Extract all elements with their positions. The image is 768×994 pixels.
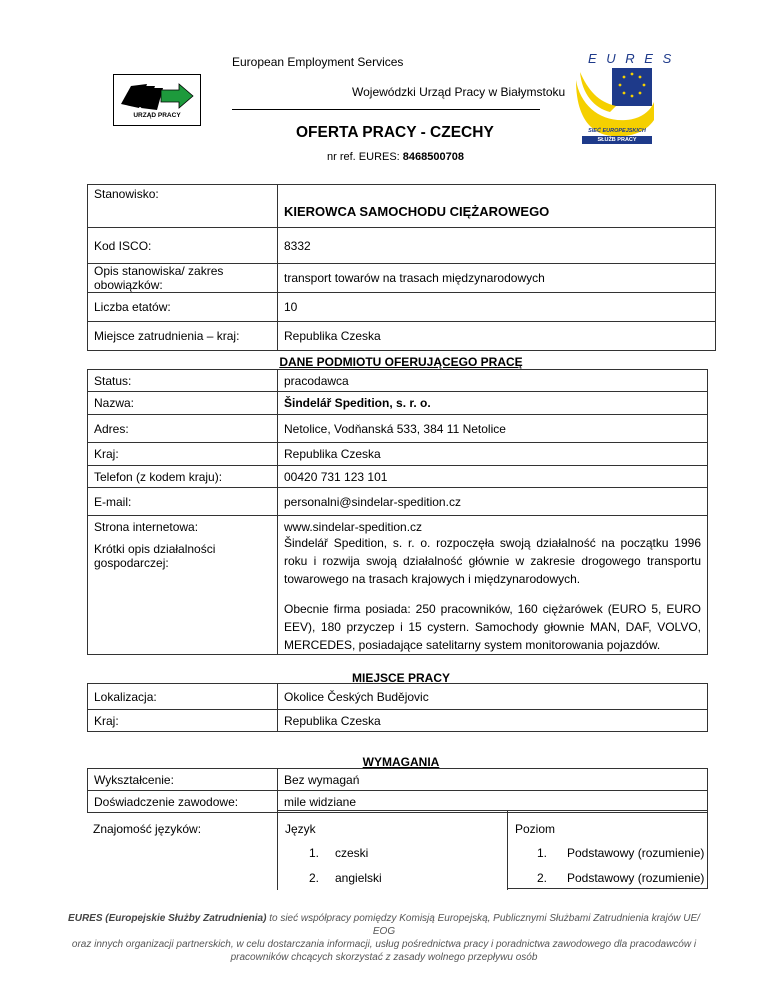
location-value: Okolice Českých Budějovic: [278, 684, 708, 710]
education-value: Bez wymagań: [278, 769, 708, 791]
header-rule: [232, 109, 540, 110]
logo-text: URZĄD PRACY: [133, 112, 181, 119]
status-value: pracodawca: [278, 370, 708, 392]
footer-bold: EURES (Europejskie Służby Zatrudnienia): [68, 913, 267, 924]
count-label: Liczba etatów:: [88, 293, 278, 322]
workplace-country-value: Republika Czeska: [278, 710, 708, 732]
eures-sub1: SIEĆ EUROPEJSKICH: [588, 128, 646, 134]
workplace-section-title: MIEJSCE PRACY: [351, 671, 451, 685]
requirements-table: [87, 768, 708, 813]
web-label: Strona internetowa:: [88, 516, 278, 535]
level-2-value: Podstawowy (rozumienie): [567, 871, 705, 885]
employer-section-title: DANE PODMIOTU OFERUJĄCEGO PRACĘ: [279, 355, 523, 369]
languages-label: Znajomość języków:: [93, 822, 202, 836]
reference-number: [327, 151, 464, 163]
language-2-name: angielski: [335, 871, 382, 885]
languages-left-border: [277, 810, 278, 890]
level-1-value: Podstawowy (rozumienie): [567, 846, 705, 860]
urzad-pracy-logo: [113, 74, 201, 126]
email-value: personalni@sindelar-spedition.cz: [278, 488, 708, 516]
language-1-name: czeski: [335, 846, 369, 860]
phone-label: Telefon (z kodem kraju):: [88, 466, 278, 488]
page-title: OFERTA PRACY - CZECHY: [296, 124, 494, 141]
language-col-header: Język: [285, 822, 316, 836]
footer-line-1: to sieć współpracy pomiędzy Komisją Europejską, Publicznymi Służbami Zatrudnienia krajów UE/ EOG: [266, 913, 700, 937]
name-label: Nazwa:: [88, 392, 278, 415]
level-2-num: 2.: [537, 871, 548, 885]
phone-value: 00420 731 123 101: [278, 466, 708, 488]
isco-value: 8332: [278, 228, 716, 264]
isco-label: Kod ISCO:: [88, 228, 278, 264]
eures-logo: [570, 50, 675, 150]
ref-value: 8468500708: [402, 151, 464, 163]
education-label: Wykształcenie:: [88, 769, 278, 791]
experience-label: Doświadczenie zawodowe:: [88, 791, 278, 813]
position-value: KIEROWCA SAMOCHODU CIĘŻAROWEGO: [278, 185, 716, 228]
name-value: Šindelář Spedition, s. r. o.: [278, 392, 708, 415]
footer-note: [60, 912, 708, 964]
employer-table: [87, 369, 708, 655]
level-col-header: Poziom: [515, 822, 556, 836]
office-name: Wojewódzki Urząd Pracy w Białymstoku: [352, 85, 566, 99]
workplace-country-label: Kraj:: [88, 710, 278, 732]
activity-paragraph-2: Obecnie firma posiada: 250 pracowników, 160 ciężarówek (EURO 5, EURO EEV), 180 przyczep i 15 cystern. Samochody głownie MAN, DAF, VOLVO, MERCEDES, posiadające satelitarny system monitorowania pojazdów.: [284, 602, 701, 652]
activity-cell: [278, 534, 708, 655]
activity-label: Krótki opis działalności gospodarczej:: [88, 534, 278, 655]
footer-line-3: pracowników chcących skorzystać z zasady wolnego przepływu osób: [230, 952, 538, 963]
status-label: Status:: [88, 370, 278, 392]
position-label: Stanowisko:: [88, 185, 278, 228]
country-value: Republika Czeska: [278, 443, 708, 466]
language-1-num: 1.: [309, 846, 320, 860]
location-label: Lokalizacja:: [88, 684, 278, 710]
address-value: Netolice, Vodňanská 533, 384 11 Netolice: [278, 415, 708, 443]
place-value: Republika Czeska: [278, 322, 716, 351]
languages-table: [277, 810, 707, 890]
footer-line-2: oraz innych organizacji partnerskich, w celu dostarczania informacji, usług pośrednictwa pracy i poradnictwa zawodowego dla pracodawców i: [71, 939, 697, 950]
level-1-num: 1.: [537, 846, 548, 860]
activity-paragraph-1: Šindelář Spedition, s. r. o. rozpoczęła swoją działalność na początku 1996 roku i rozwija swoją działalność głównie w zakresie drogowego transportu towarowego na trasach krajowych i międzynarodowych.: [284, 536, 701, 586]
eures-sub2: SŁUŻB PRACY: [582, 136, 652, 144]
workplace-table: [87, 683, 708, 732]
count-value: 10: [278, 293, 716, 322]
org-name: European Employment Services: [232, 55, 404, 69]
email-label: E-mail:: [88, 488, 278, 516]
address-label: Adres:: [88, 415, 278, 443]
web-value[interactable]: www.sindelar-spedition.cz: [278, 516, 708, 535]
place-label: Miejsce zatrudnienia – kraj:: [88, 322, 278, 351]
desc-label: Opis stanowiska/ zakres obowiązków:: [88, 264, 278, 293]
experience-value: mile widziane: [278, 791, 708, 813]
svg-text:E U R E S: E U R E S: [588, 51, 675, 66]
language-2-num: 2.: [309, 871, 320, 885]
job-table: [87, 184, 716, 351]
ref-label: nr ref. EURES:: [327, 151, 403, 163]
requirements-section-title: WYMAGANIA: [362, 755, 440, 769]
country-label: Kraj:: [88, 443, 278, 466]
desc-value: transport towarów na trasach międzynarodowych: [278, 264, 716, 293]
